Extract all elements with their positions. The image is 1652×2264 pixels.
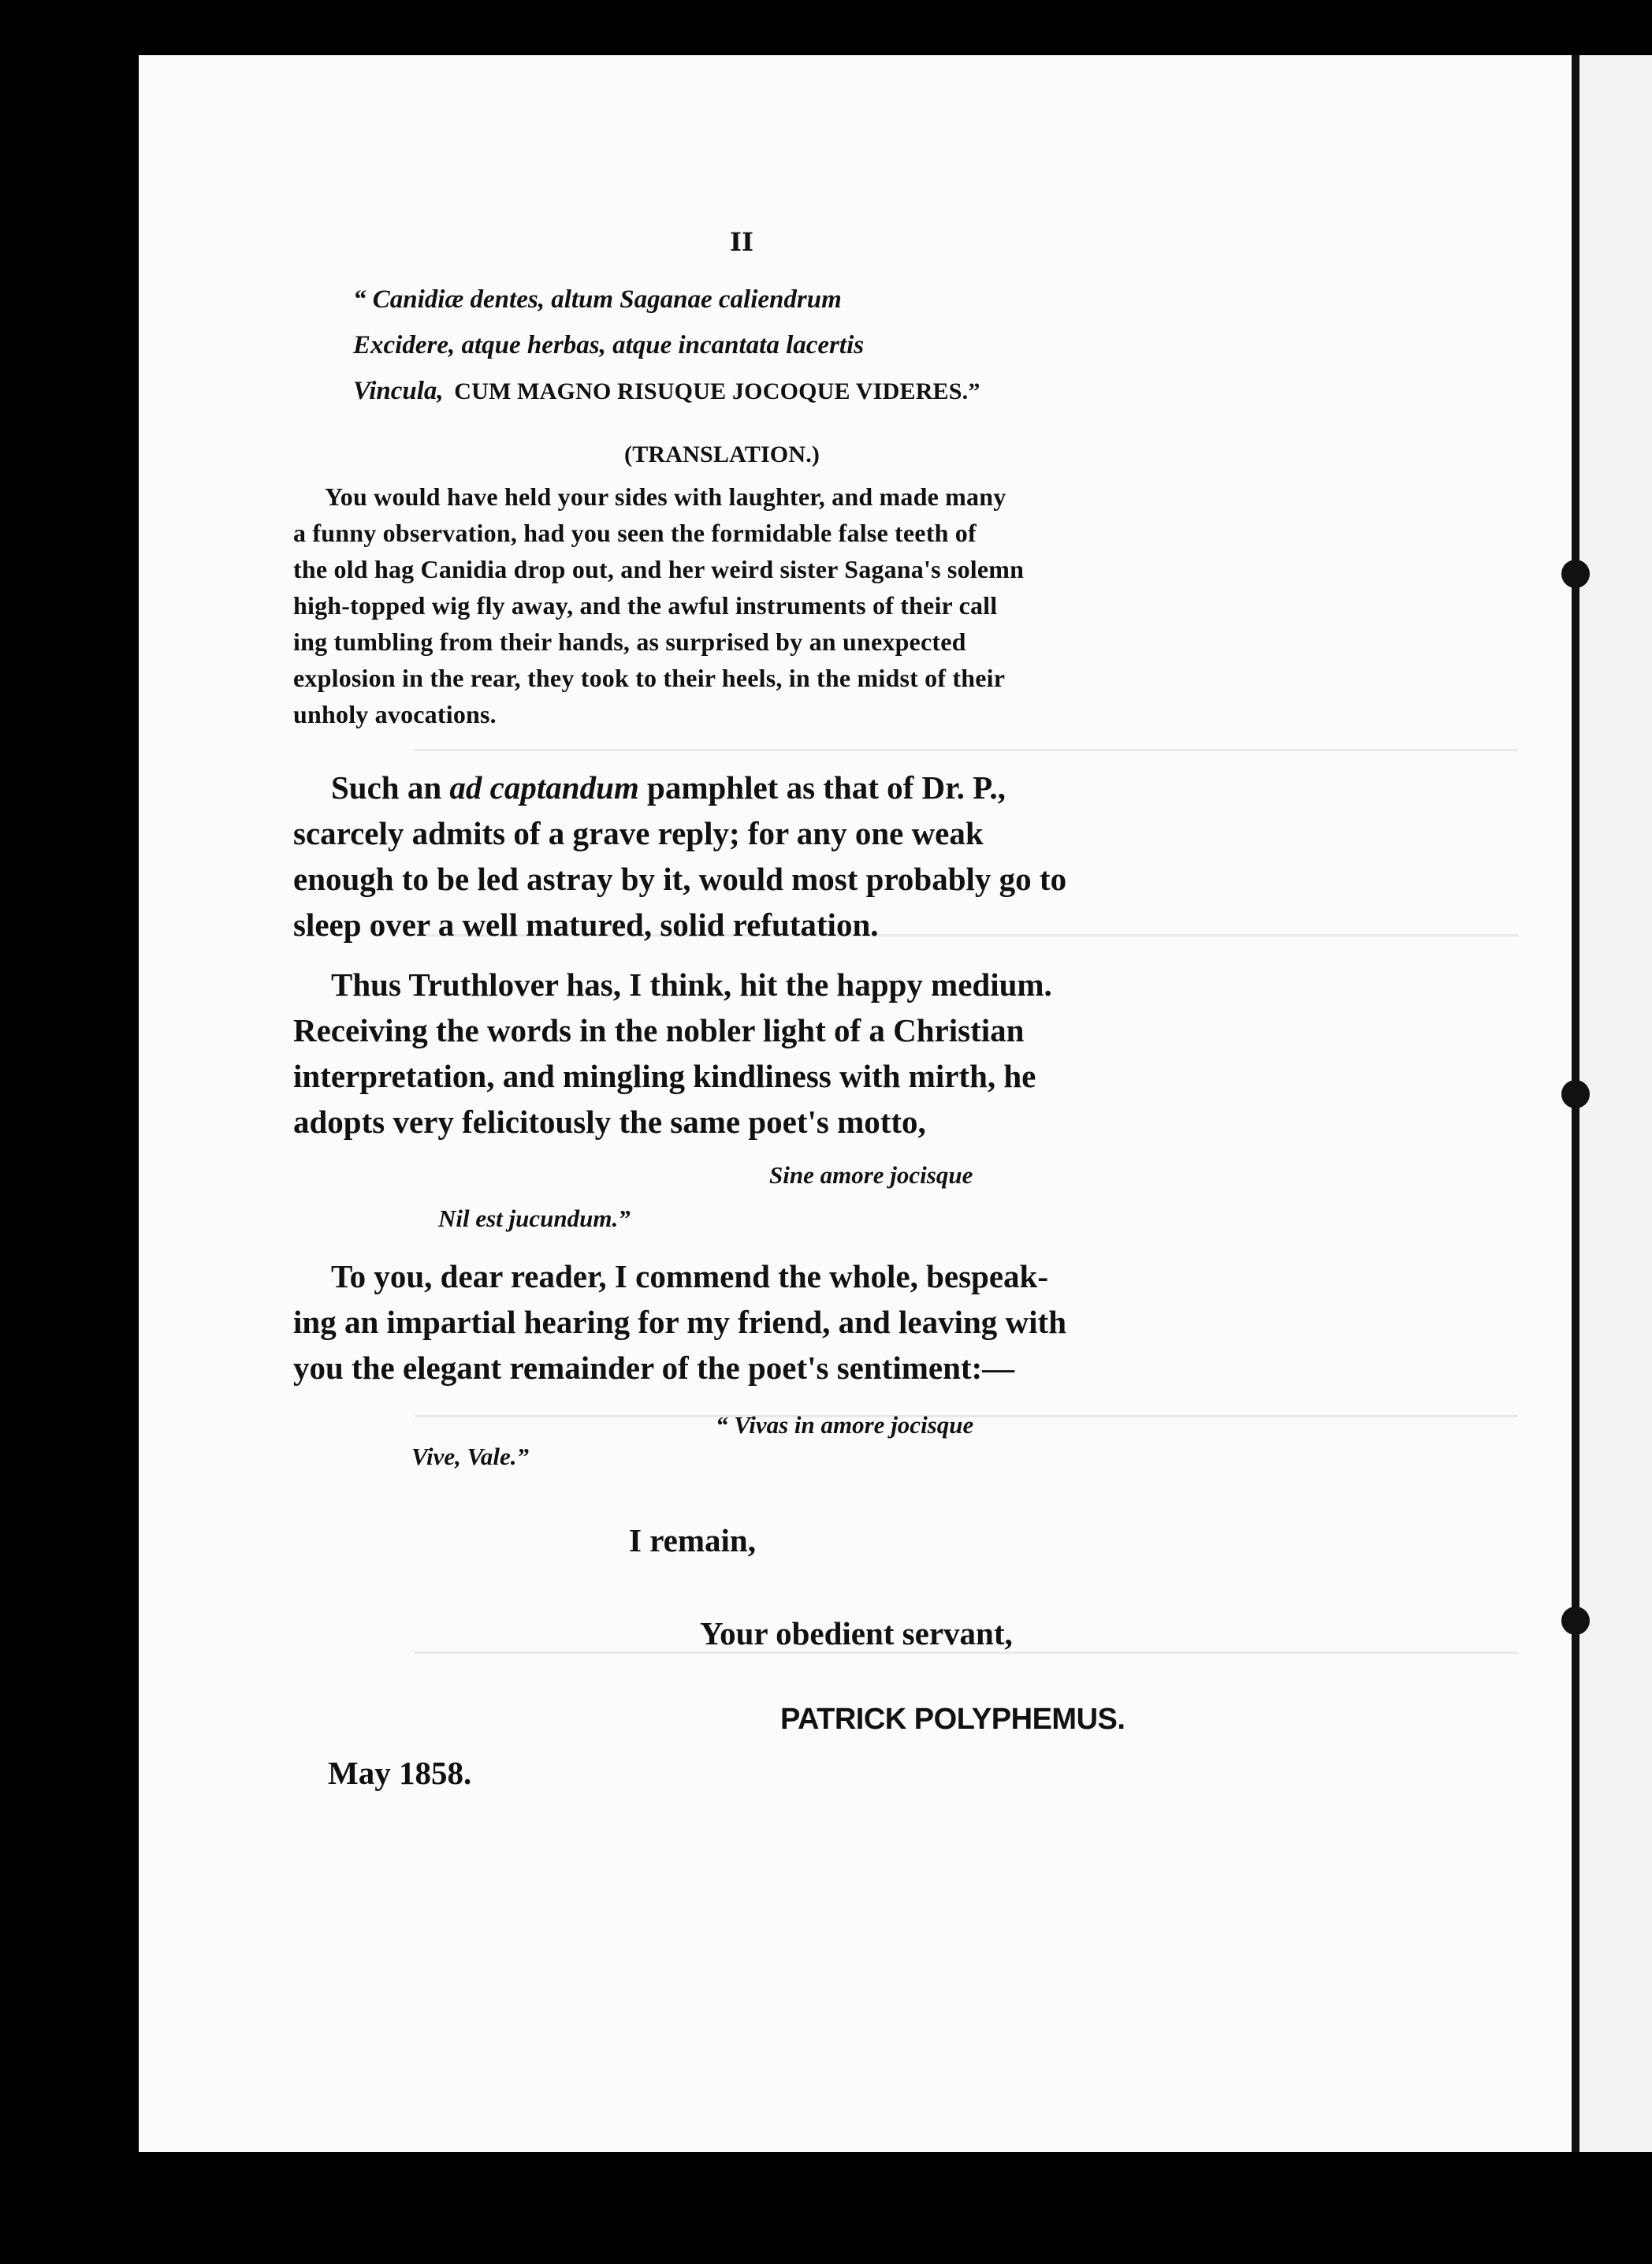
- paragraph-3-line: To you, dear reader, I commend the whole, bespeak-: [331, 1258, 1049, 1294]
- translation-line: the old hag Canidia drop out, and her weird sister Sagana's solemn: [293, 555, 1025, 583]
- closing-quote-line-1: “ Vivas in amore jocisque: [716, 1411, 974, 1439]
- quote-line-3-caps: CUM MAGNO RISUQUE JOCOQUE VIDERES.”: [454, 378, 980, 404]
- paragraph-2-line: Receiving the words in the nobler light of a Christian: [293, 1012, 1025, 1048]
- translation-line: You would have held your sides with laughter, and made many: [325, 482, 1006, 511]
- translation-heading: (TRANSLATION.): [624, 441, 820, 467]
- date: May 1858.: [328, 1755, 472, 1791]
- paragraph-1-line-1: [331, 769, 1006, 806]
- text-span: pamphlet as that of Dr. P.,: [638, 769, 1006, 806]
- quote-line-1: “ Canidiæ dentes, altum Saganae caliendrum: [353, 285, 842, 314]
- page-number: II: [730, 227, 753, 257]
- translation-line: explosion in the rear, they took to their heels, in the midst of their: [293, 664, 1006, 692]
- translation-line: ing tumbling from their hands, as surprised by an unexpected: [293, 627, 966, 656]
- closing-remain: I remain,: [629, 1522, 756, 1558]
- paragraph-1-line: scarcely admits of a grave reply; for any one weak: [293, 815, 984, 851]
- paragraph-2-line: adopts very felicitously the same poet's motto,: [293, 1104, 926, 1140]
- paragraph-2-line: Thus Truthlover has, I think, hit the happy medium.: [331, 966, 1052, 1003]
- translation-line: high-topped wig fly away, and the awful instruments of their call: [293, 591, 998, 620]
- motto-line-2: Nil est jucundum.”: [438, 1205, 631, 1232]
- motto-line-1: Sine amore jocisque: [769, 1161, 973, 1189]
- text-span: Such an: [331, 769, 450, 806]
- closing-quote-line-2: Vive, Vale.”: [411, 1443, 529, 1470]
- signature: PATRICK POLYPHEMUS.: [780, 1703, 1126, 1736]
- translation-line: a funny observation, had you seen the formidable false teeth of: [293, 519, 977, 547]
- italic-phrase: ad captandum: [449, 769, 639, 806]
- paragraph-2-line: interpretation, and mingling kindliness with mirth, he: [293, 1058, 1036, 1094]
- quote-line-3-italic: Vincula,: [353, 377, 444, 405]
- paragraph-1-line: sleep over a well matured, solid refutation.: [293, 907, 879, 943]
- paragraph-3-line: ing an impartial hearing for my friend, and leaving with: [293, 1304, 1067, 1340]
- closing-servant: Your obedient servant,: [700, 1615, 1013, 1651]
- paragraph-3-line: you the elegant remainder of the poet's sentiment:—: [293, 1350, 1015, 1386]
- quote-line-2: Excidere, atque herbas, atque incantata lacertis: [353, 331, 865, 359]
- translation-line: unholy avocations.: [293, 700, 497, 728]
- paragraph-1-line: enough to be led astray by it, would most probably go to: [293, 861, 1067, 897]
- quote-line-3: [353, 377, 980, 406]
